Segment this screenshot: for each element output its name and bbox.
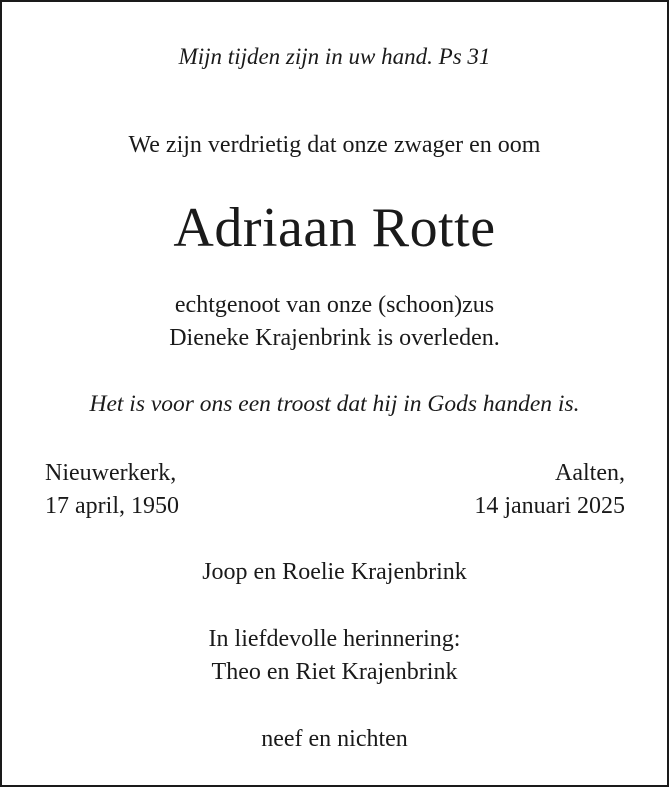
family-names-2: Theo en Riet Krajenbrink (211, 659, 458, 685)
deceased-name: Adriaan Rotte (173, 197, 496, 259)
intro-text: We zijn verdrietig dat onze zwager en oom (128, 132, 541, 158)
memory-heading: In liefdevolle herinnering: (208, 626, 461, 652)
relation-line-1: echtgenoot van onze (schoon)zus (174, 292, 495, 318)
birth-place: Nieuwerkerk, (45, 460, 177, 486)
family-names-1: Joop en Roelie Krajenbrink (202, 559, 467, 585)
death-date: 14 januari 2025 (474, 493, 625, 519)
birth-date: 17 april, 1950 (45, 493, 179, 519)
family-names-3: neef en nichten (261, 726, 408, 752)
relation-line-2: Dieneke Krajenbrink is overleden. (169, 325, 500, 351)
comfort-quote: Het is voor ons een troost dat hij in Gods handen is. (89, 391, 580, 417)
bible-verse: Mijn tijden zijn in uw hand. Ps 31 (178, 44, 491, 69)
death-place: Aalten, (555, 460, 625, 486)
